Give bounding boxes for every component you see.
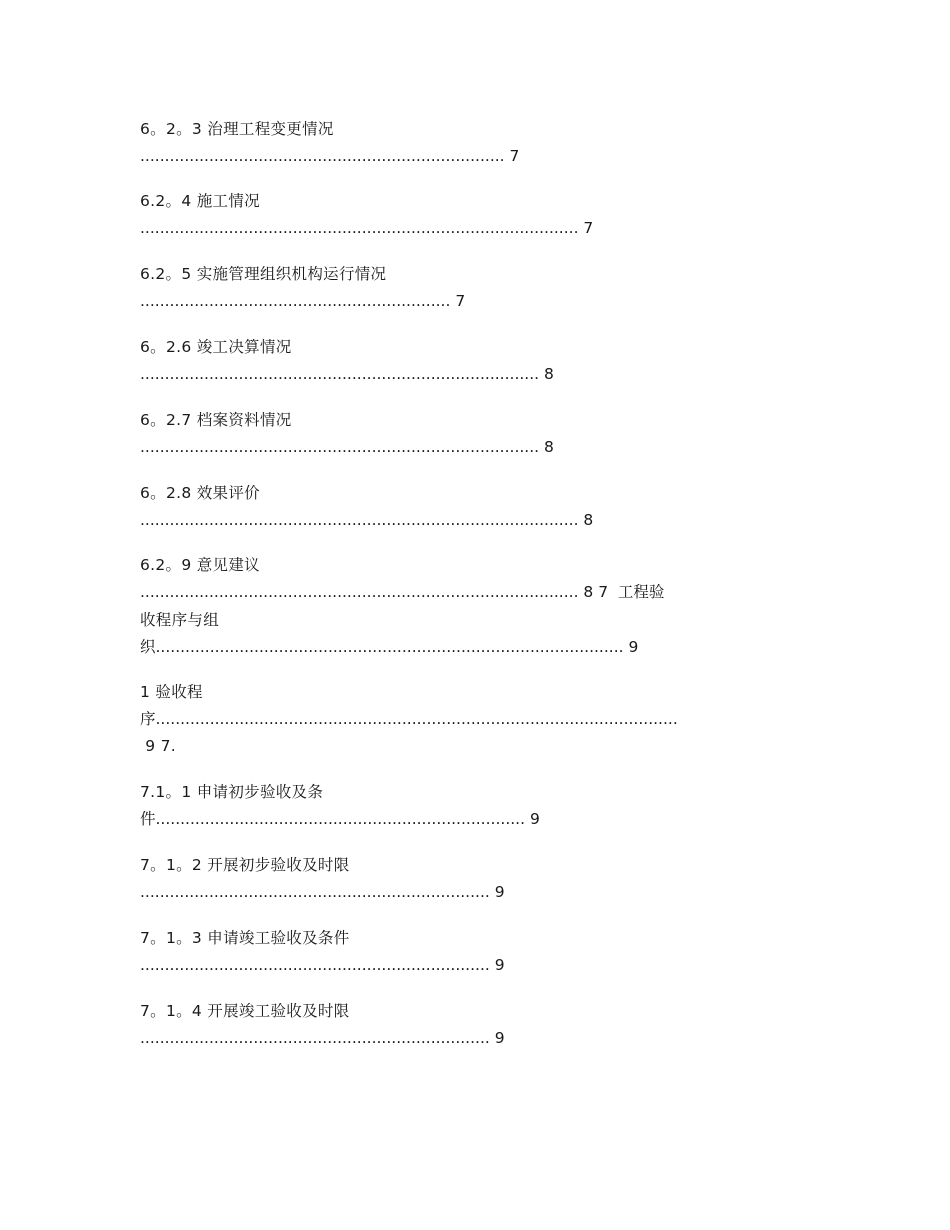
toc-leader-7-1-4: ....................................................................... 9 [140,1029,505,1047]
toc-heading-6-2-6: 6。2.6 竣工决算情况 [140,338,292,356]
toc-heading-7-1-1: 7.1。1 申请初步验收及条 [140,783,324,801]
toc-leader-7-1: 序.......................................................................................................... [140,710,678,728]
toc-heading-7-1-2: 7。1。2 开展初步验收及时限 [140,856,350,874]
toc-leader-6-2-7: ................................................................................. 8 [140,438,554,456]
toc-leader-7-1-1: 件........................................................................... 9 [140,810,540,828]
toc-leader-6-2-3: .......................................................................... 7 [140,147,520,165]
toc-heading-7-1: 1 验收程 [140,683,203,701]
toc-leader-6-2-9: ......................................................................................... 8 7 工程验 [140,583,665,601]
toc-page-7-1: 9 7. [140,737,177,755]
toc-heading-6-2-9: 6.2。9 意见建议 [140,556,260,574]
toc-heading-6-2-7: 6。2.7 档案资料情况 [140,411,292,429]
toc-leader-6-2-6: ................................................................................. 8 [140,365,554,383]
toc-heading-7-line1: 收程序与组 [140,611,220,629]
toc-leader-7-1-3: ....................................................................... 9 [140,956,505,974]
toc-heading-7-1-3: 7。1。3 申请竣工验收及条件 [140,929,350,947]
toc-heading-7-1-4: 7。1。4 开展竣工验收及时限 [140,1002,350,1020]
toc-heading-6-2-8: 6。2.8 效果评价 [140,484,260,502]
toc-heading-6-2-5: 6.2。5 实施管理组织机构运行情况 [140,265,387,283]
toc-leader-6-2-8: ......................................................................................... 8 [140,511,594,529]
toc-heading-6-2-3: 6。2。3 治理工程变更情况 [140,120,334,138]
toc-leader-7: 织............................................................................................... 9 [140,638,639,656]
toc-heading-6-2-4: 6.2。4 施工情况 [140,192,260,210]
toc-leader-7-1-2: ....................................................................... 9 [140,883,505,901]
toc-leader-6-2-4: ......................................................................................... 7 [140,219,594,237]
toc-leader-6-2-5: ............................................................... 7 [140,292,466,310]
